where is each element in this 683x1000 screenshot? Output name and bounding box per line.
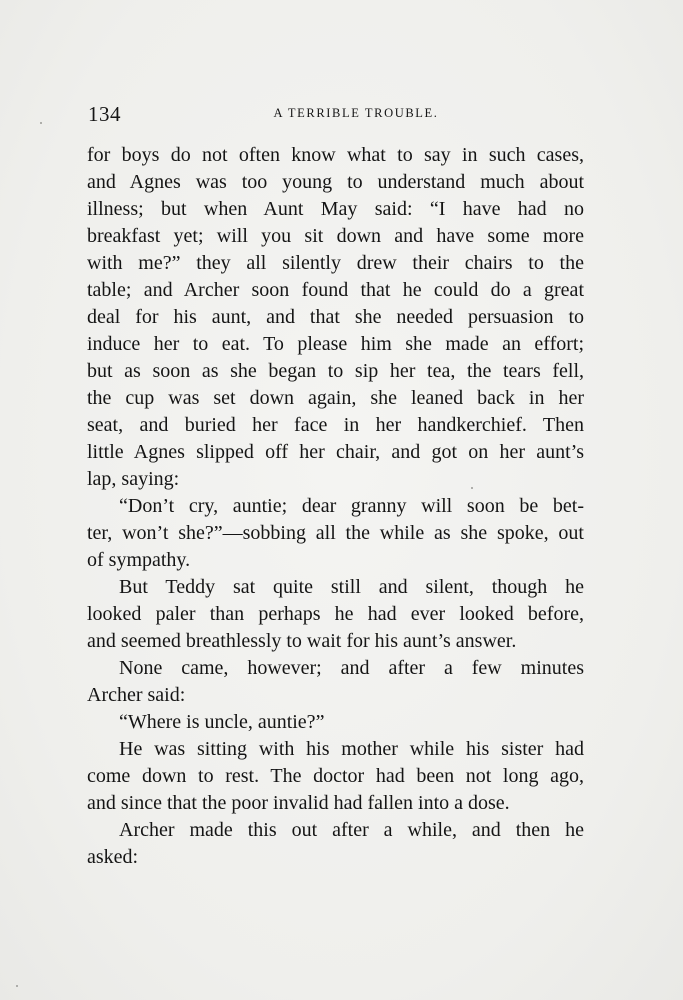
text-line: and seemed breathlessly to wait for his aunt’s answer.	[87, 630, 517, 652]
text-line: of sympathy.	[87, 549, 191, 571]
text-line: for boys do not often know what to say in such cases,	[87, 144, 584, 166]
text-line: None came, however; and after a few minutes	[119, 657, 584, 679]
text-line: But Teddy sat quite still and silent, though he	[119, 576, 584, 598]
text-line: but as soon as she began to sip her tea, the tears fell,	[87, 360, 584, 382]
text-line: the cup was set down again, she leaned back in her	[87, 387, 584, 409]
text-line: and Agnes was too young to understand much about	[87, 171, 584, 193]
paper-speck	[40, 122, 42, 124]
text-line: “Don’t cry, auntie; dear granny will soon be bet-	[119, 495, 584, 517]
text-line: illness; but when Aunt May said: “I have had no	[87, 198, 584, 220]
text-line: ter, won’t she?”—sobbing all the while as she spoke, out	[87, 522, 584, 544]
running-head	[88, 100, 584, 130]
text-line: asked:	[87, 846, 139, 868]
text-line: little Agnes slipped off her chair, and got on her aunt’s	[87, 441, 584, 463]
page-number: 134	[88, 102, 121, 126]
text-line: Archer made this out after a while, and then he	[119, 819, 584, 841]
body-text	[87, 142, 584, 871]
text-line: induce her to eat. To please him she made an effort;	[87, 333, 584, 355]
text-line: looked paler than perhaps he had ever looked before,	[87, 603, 584, 625]
text-line: breakfast yet; will you sit down and have some more	[87, 225, 584, 247]
text-line: Archer said:	[87, 684, 186, 706]
text-line: deal for his aunt, and that she needed persuasion to	[87, 306, 584, 328]
text-line: seat, and buried her face in her handkerchief. Then	[87, 414, 584, 436]
paper-speck	[16, 985, 18, 987]
text-line: and since that the poor invalid had fallen into a dose.	[87, 792, 510, 814]
text-line: with me?” they all silently drew their chairs to the	[87, 252, 584, 274]
text-line: table; and Archer soon found that he could do a great	[87, 279, 584, 301]
text-line: “Where is uncle, auntie?”	[119, 711, 325, 733]
text-line: lap, saying:	[87, 468, 180, 490]
text-line: He was sitting with his mother while his sister had	[119, 738, 584, 760]
running-title: A TERRIBLE TROUBLE.	[273, 106, 439, 120]
text-line: come down to rest. The doctor had been not long ago,	[87, 765, 584, 787]
